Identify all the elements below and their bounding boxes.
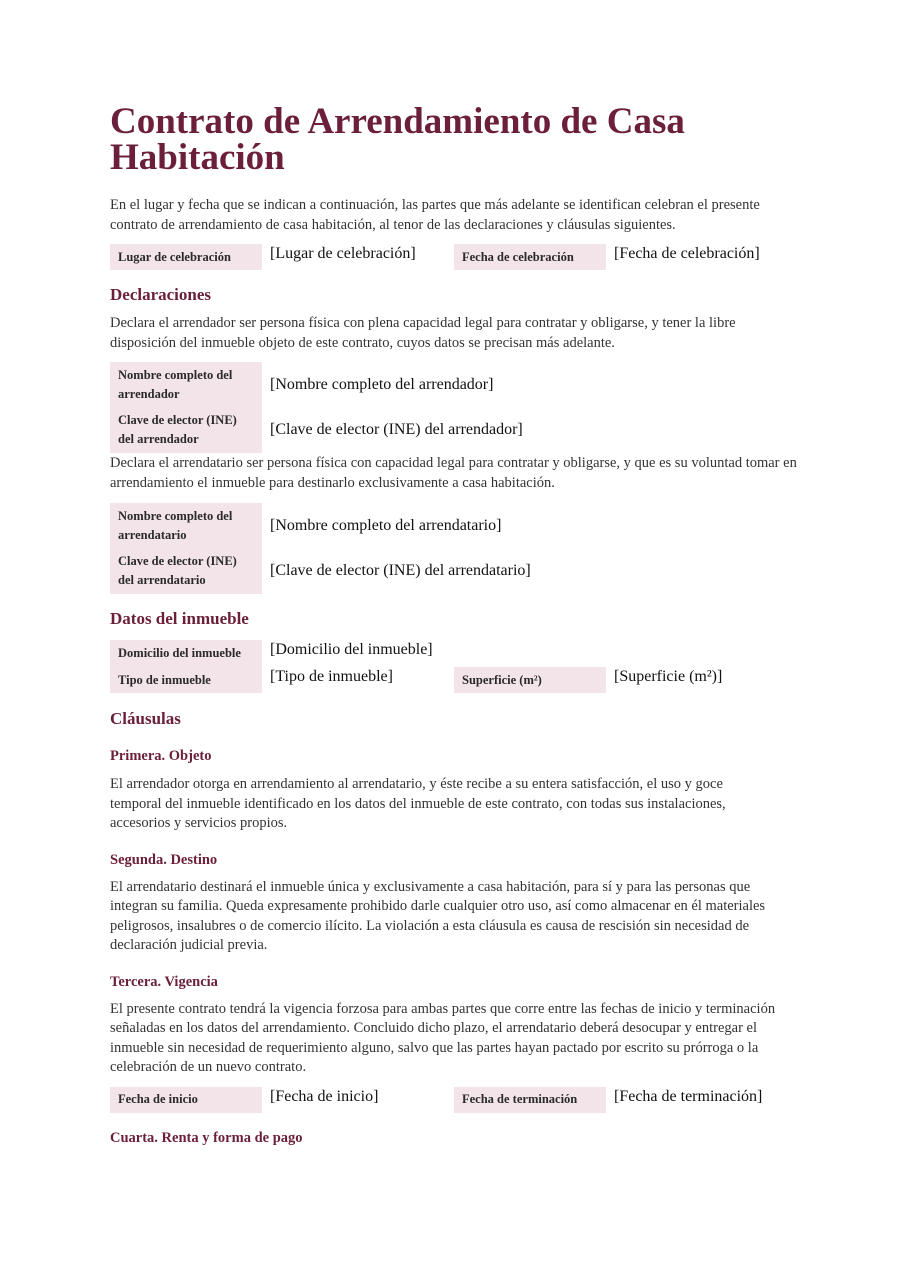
declaraciones-heading: Declaraciones [110, 285, 212, 304]
arrendador-declaration: Declara el arrendador ser persona física con plena capacidad legal para contratar y obligarse, y tener la libre disposición del inmueble objeto de este contrato, cuyos datos se precisan más adelante. [110, 315, 736, 351]
clausula-tercera-text: El presente contrato tendrá la vigencia forzosa para ambas partes que corre entre las fechas de inicio y terminación señaladas en los datos del arrendamiento. Concluido dicho plazo, el arrendatario deberá desocupar y entregar el inmueble sin necesidad de requerimiento alguno, salvo que las partes hayan pactado por escrito su prórroga o la celebración de un nuevo contrato. [110, 1000, 776, 1075]
arrendatario-declaration: Declara el arrendatario ser persona física con capacidad legal para contratar y obligarse, y que es su voluntad tomar en arrendamiento el inmueble para destinarlo exclusivamente a casa habitación. [110, 455, 797, 491]
inmueble-fields [110, 640, 800, 693]
place-label: Lugar de celebración [110, 244, 262, 270]
fecha-terminacion-label: Fecha de terminación [454, 1087, 606, 1113]
intro-paragraph: En el lugar y fecha que se indican a continuación, las partes que más adelante se identifican celebran el presente contrato de arrendamiento de casa habitación, al tenor de las declaraciones y cláusulas siguientes. [110, 197, 760, 233]
fecha-inicio-label: Fecha de inicio [110, 1087, 262, 1113]
arrendador-ine-label: Clave de elector (INE) del arrendador [110, 407, 262, 453]
arrendador-name-label: Nombre completo del arrendador [110, 362, 262, 407]
clausula-segunda-heading: Segunda. Destino [110, 851, 218, 868]
clausula-primera-heading: Primera. Objeto [110, 748, 212, 764]
tipo-field[interactable]: [Tipo de inmueble] [270, 668, 393, 685]
celebration-fields [110, 244, 800, 270]
arrendador-name-field[interactable]: [Nombre completo del arrendador] [270, 375, 494, 393]
clausula-cuarta-heading: Cuarta. Renta y forma de pago [110, 1129, 303, 1146]
arrendatario-name-label: Nombre completo del arrendatario [110, 503, 262, 548]
contract-document [110, 101, 800, 1148]
inmueble-heading: Datos del inmueble [110, 609, 249, 628]
document-title: Contrato de Arrendamiento de Casa Habitación [110, 101, 685, 178]
clausula-primera-text: El arrendador otorga en arrendamiento al arrendatario, y éste recibe a su entera satisfacción, el uso y goce temporal del inmueble identificado en los datos del inmueble de este contrato, con todas sus instalaciones, accesorios y servicios propios. [110, 776, 726, 831]
clausula-segunda-text: El arrendatario destinará el inmueble única y exclusivamente a casa habitación, para sí y para las personas que integran su familia. Queda expresamente prohibido darle cualquier otro uso, así como almacenar en él materiales peligrosos, insalubres o de comercio ilícito. La violación a esta cláusula es causa de rescisión sin necesidad de declaración judicial previa. [110, 878, 766, 953]
arrendatario-ine-label: Clave de elector (INE) del arrendatario [110, 548, 262, 594]
clausulas-heading: Cláusulas [110, 709, 181, 728]
arrendatario-ine-field[interactable]: [Clave de elector (INE) del arrendatario] [270, 562, 531, 579]
arrendador-ine-field[interactable]: [Clave de elector (INE) del arrendador] [270, 421, 523, 438]
domicilio-label: Domicilio del inmueble [110, 640, 262, 667]
clausula-tercera-heading: Tercera. Vigencia [110, 973, 218, 990]
date-field[interactable]: [Fecha de celebración] [614, 245, 760, 262]
fecha-inicio-field[interactable]: [Fecha de inicio] [270, 1087, 379, 1105]
tipo-label: Tipo de inmueble [110, 667, 262, 693]
date-label: Fecha de celebración [454, 244, 606, 270]
arrendatario-name-field[interactable]: [Nombre completo del arrendatario] [270, 516, 502, 534]
arrendador-fields [110, 362, 800, 453]
superficie-field[interactable]: [Superficie (m²)] [614, 668, 723, 685]
fecha-terminacion-field[interactable]: [Fecha de terminación] [614, 1087, 763, 1105]
place-field[interactable]: [Lugar de celebración] [270, 245, 416, 262]
superficie-label: Superficie (m²) [454, 667, 606, 693]
vigencia-fields [110, 1087, 800, 1113]
domicilio-field[interactable]: [Domicilio del inmueble] [270, 641, 433, 658]
arrendatario-fields [110, 503, 800, 594]
